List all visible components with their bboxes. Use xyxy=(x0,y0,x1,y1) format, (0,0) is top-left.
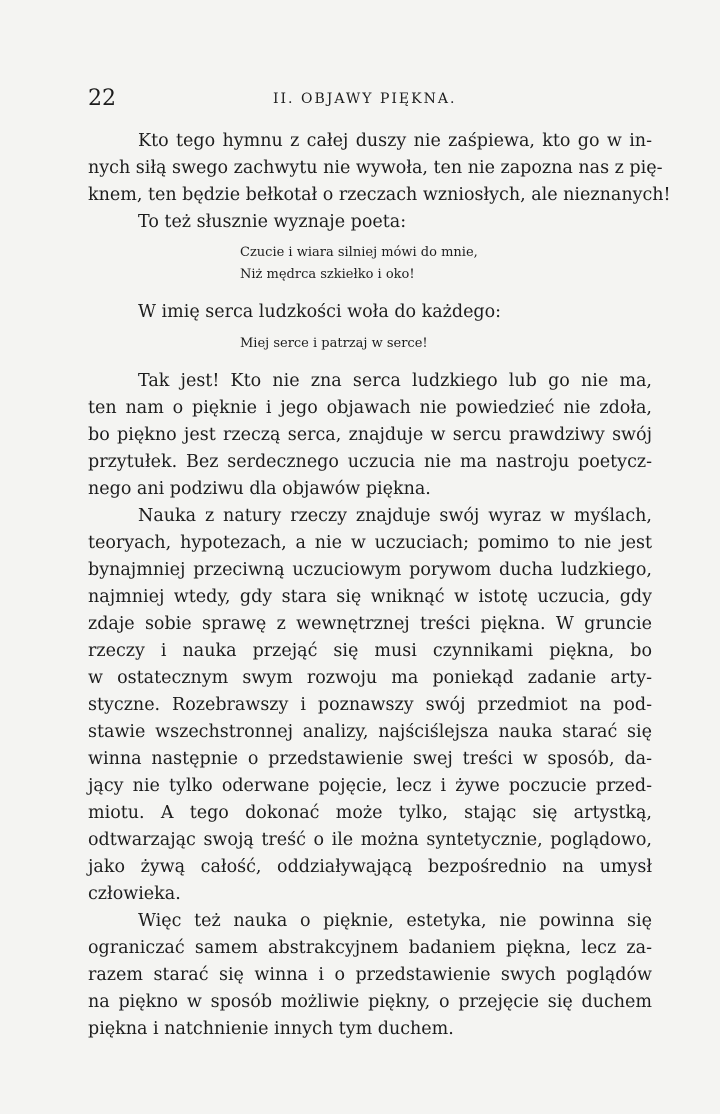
page-header xyxy=(88,86,648,116)
text-line: Tak jest! Kto nie zna serca ludzkiego lub go nie ma, xyxy=(138,371,652,391)
text-line: bynajmniej przeciwną uczuciowym porywom ducha ludzkiego, xyxy=(88,560,652,580)
text-line: w ostatecznym swym rozwoju ma poniekąd zadanie arty- xyxy=(88,668,652,688)
text-line: miotu. A tego dokonać może tylko, stając się artystką, xyxy=(88,803,652,823)
text-line: styczne. Rozebrawszy i poznawszy swój przedmiot na pod- xyxy=(88,695,652,715)
text-line: knem, ten będzie bełkotał o rzeczach wzniosłych, ale nieznanych! xyxy=(88,185,671,205)
text-line: zdaje sobie sprawę z wewnętrznej treści piękna. W gruncie xyxy=(88,614,652,634)
text-line: Nauka z natury rzeczy znajduje swój wyraz w myślach, xyxy=(138,506,652,526)
text-line: jako żywą całość, oddziaływającą bezpośrednio na umysł xyxy=(88,857,652,877)
text-line: stawie wszechstronnej analizy, najściślejsza nauka starać się xyxy=(88,722,652,742)
text-line: nych siłą swego zachwytu nie wywoła, ten nie zapozna nas z pię- xyxy=(88,158,663,178)
page-number: 22 xyxy=(88,86,116,111)
text-line: bo piękno jest rzeczą serca, znajduje w sercu prawdziwy swój xyxy=(88,425,652,445)
text-line: W imię serca ludzkości woła do każdego: xyxy=(138,302,502,322)
text-line: nego ani podziwu dla objawów piękna. xyxy=(88,479,431,499)
running-title: II. OBJAWY PIĘKNA. xyxy=(273,91,457,107)
text-line: Więc też nauka o pięknie, estetyka, nie powinna się xyxy=(138,911,652,931)
text-line: na piękno w sposób możliwie piękny, o przejęcie się duchem xyxy=(88,992,652,1012)
text-line: człowieka. xyxy=(88,884,181,904)
text-line: teoryach, hypotezach, a nie w uczuciach; pomimo to nie jest xyxy=(88,533,652,553)
text-line: To też słusznie wyznaje poeta: xyxy=(138,212,407,232)
text-line: ograniczać samem abstrakcyjnem badaniem piękna, lecz za- xyxy=(88,938,652,958)
text-line: razem starać się winna i o przedstawienie swych poglądów xyxy=(88,965,652,985)
text-line: rzeczy i nauka przejąć się musi czynnikami piękna, bo xyxy=(88,641,652,661)
text-line: przytułek. Bez serdecznego uczucia nie ma nastroju poetycz- xyxy=(88,452,652,472)
text-line: jący nie tylko oderwane pojęcie, lecz i żywe poczucie przed- xyxy=(88,776,652,796)
verse-line: Czucie i wiara silniej mówi do mnie, xyxy=(240,245,478,260)
text-line: winna następnie o przedstawienie swej treści w sposób, da- xyxy=(88,749,652,769)
text-line: ten nam o pięknie i jego objawach nie powiedzieć nie zdoła, xyxy=(88,398,652,418)
verse-line: Niż mędrca szkiełko i oko! xyxy=(240,267,415,282)
text-line: najmniej wtedy, gdy stara się wniknąć w istotę uczucia, gdy xyxy=(88,587,652,607)
verse-line: Miej serce i patrzaj w serce! xyxy=(240,336,428,351)
text-line: piękna i natchnienie innych tym duchem. xyxy=(88,1019,454,1039)
text-line: Kto tego hymnu z całej duszy nie zaśpiewa, kto go w in- xyxy=(138,131,652,151)
text-line: odtwarzając swoją treść o ile można syntetycznie, poglądowo, xyxy=(88,830,652,850)
